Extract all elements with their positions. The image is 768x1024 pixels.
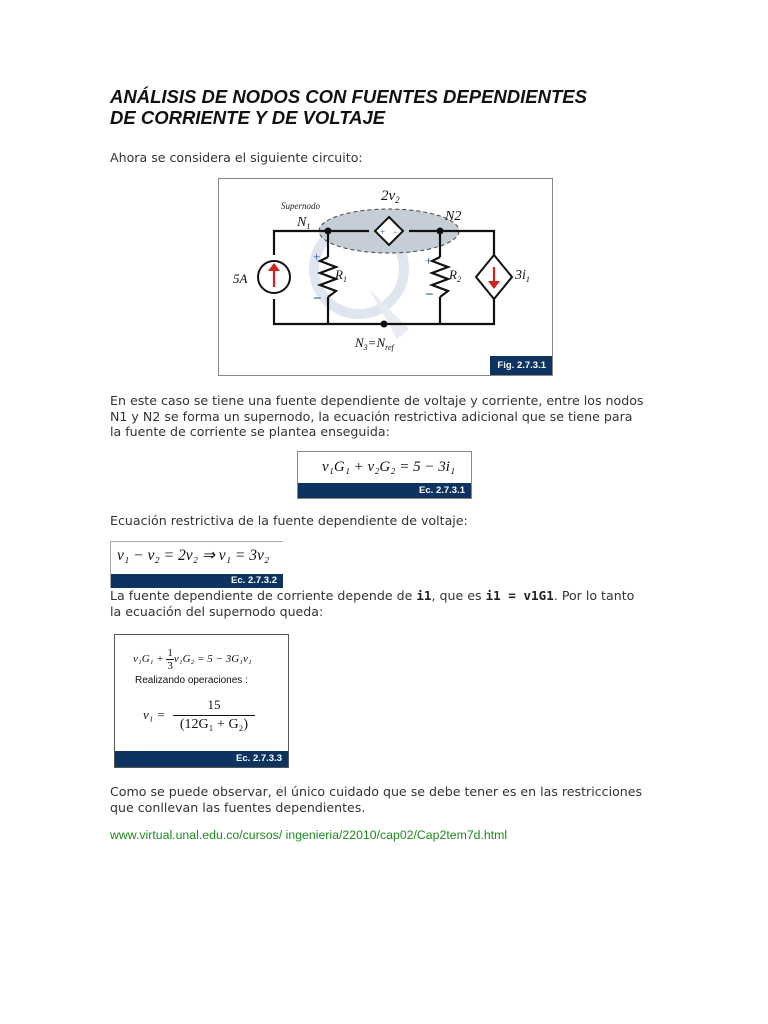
- r2-label: $R_2$: [449, 267, 461, 284]
- equation-2: v₁ − v₂ = 2v₂ ⇒ v₁ = 3v₂: [117, 547, 270, 564]
- dep-voltage-plus: +: [380, 227, 386, 237]
- equation-3-fraction: [173, 697, 255, 733]
- equation-3-label: Ec. 2.7.3.3: [115, 751, 288, 767]
- node-n1-label: $N_1$: [297, 215, 311, 231]
- node-n2-dot: [437, 228, 444, 235]
- r1-minus: −: [313, 291, 322, 307]
- node-n1-dot: [325, 228, 332, 235]
- equation-1-label: Ec. 2.7.3.1: [298, 483, 471, 498]
- i1-term: i1: [416, 588, 432, 603]
- title-line-1: ANÁLISIS DE NODOS CON FUENTES DEPENDIENTES: [110, 86, 587, 107]
- paragraph-2-line-2: N1 y N2 se forma un supernodo, la ecuación restrictiva adicional que se tiene para: [110, 408, 633, 424]
- equation-3-caption: Realizando operaciones :: [135, 675, 248, 686]
- r2-minus: −: [425, 287, 434, 303]
- node-n2-label: N2: [445, 209, 462, 224]
- fraction-one-third: $\frac{1}{3}$: [167, 647, 173, 672]
- r1-plus: +: [313, 249, 321, 264]
- equation-3-lhs: v₁ =: [143, 707, 166, 722]
- r2-plus: +: [425, 253, 433, 268]
- equation-box-2: [110, 541, 283, 588]
- r1-label: $R_1$: [335, 267, 347, 284]
- paragraph-4-line-2: la ecuación del supernodo queda:: [110, 603, 324, 619]
- title-line-2: DE CORRIENTE Y DE VOLTAJE: [110, 107, 386, 128]
- paragraph-4: [110, 588, 634, 619]
- paragraph-5-line-1: Como se puede observar, el único cuidado que se debe tener es en las restricciones: [110, 784, 643, 799]
- document-title: [110, 86, 710, 128]
- node-n3-dot: [381, 321, 388, 328]
- equation-2-label: Ec. 2.7.3.2: [111, 574, 283, 588]
- intro-paragraph: Ahora se considera el siguiente circuito:: [110, 150, 363, 165]
- current-source-label: 5A: [233, 271, 248, 286]
- paragraph-2-line-3: la fuente de corriente se plantea enseguida:: [110, 424, 390, 439]
- node-n3-label: $N_3=N_{ref}$: [355, 335, 394, 352]
- source-2v2-label: $2v_2$: [381, 188, 400, 205]
- paragraph-5: [110, 784, 642, 815]
- paragraph-3: Ecuación restrictiva de la fuente dependiente de voltaje:: [110, 513, 468, 528]
- equation-box-1: [297, 451, 472, 499]
- source-link[interactable]: www.virtual.unal.edu.co/cursos/ ingenieria/22010/cap02/Cap2tem7d.html: [110, 828, 508, 842]
- figure-label: Fig. 2.7.3.1: [490, 356, 552, 375]
- dep-voltage-minus: −: [393, 227, 399, 237]
- equation-1: v₁G₁ + v₂G₂ = 5 − 3i₁: [322, 459, 456, 475]
- equation-box-3: [114, 634, 289, 768]
- paragraph-4-line-1: La fuente dependiente de corriente depende de i1, que es i1 = v1G1. Por lo tanto: [110, 588, 635, 603]
- supernodo-label: Supernodo: [281, 201, 320, 211]
- paragraph-2: [110, 393, 643, 440]
- equation-3-numerator: 15: [173, 697, 255, 716]
- paragraph-2-line-1: En este caso se tiene una fuente dependiente de voltaje y corriente, entre los nodos: [110, 393, 644, 408]
- paragraph-5-line-2: que conllevan las fuentes dependientes.: [110, 799, 366, 815]
- equation-3-line-1: v₁G₁ + $\frac{1}{3}$ v₁G₂ = 5 − 3G₁v₁: [133, 647, 252, 672]
- circuit-figure: [218, 178, 553, 376]
- dep-current-label: $3i_1$: [515, 268, 530, 284]
- equation-3-denominator: (12G₁ + G₂): [179, 717, 249, 732]
- circuit-diagram: [219, 179, 552, 375]
- i1-definition: i1 = v1G1: [485, 588, 554, 603]
